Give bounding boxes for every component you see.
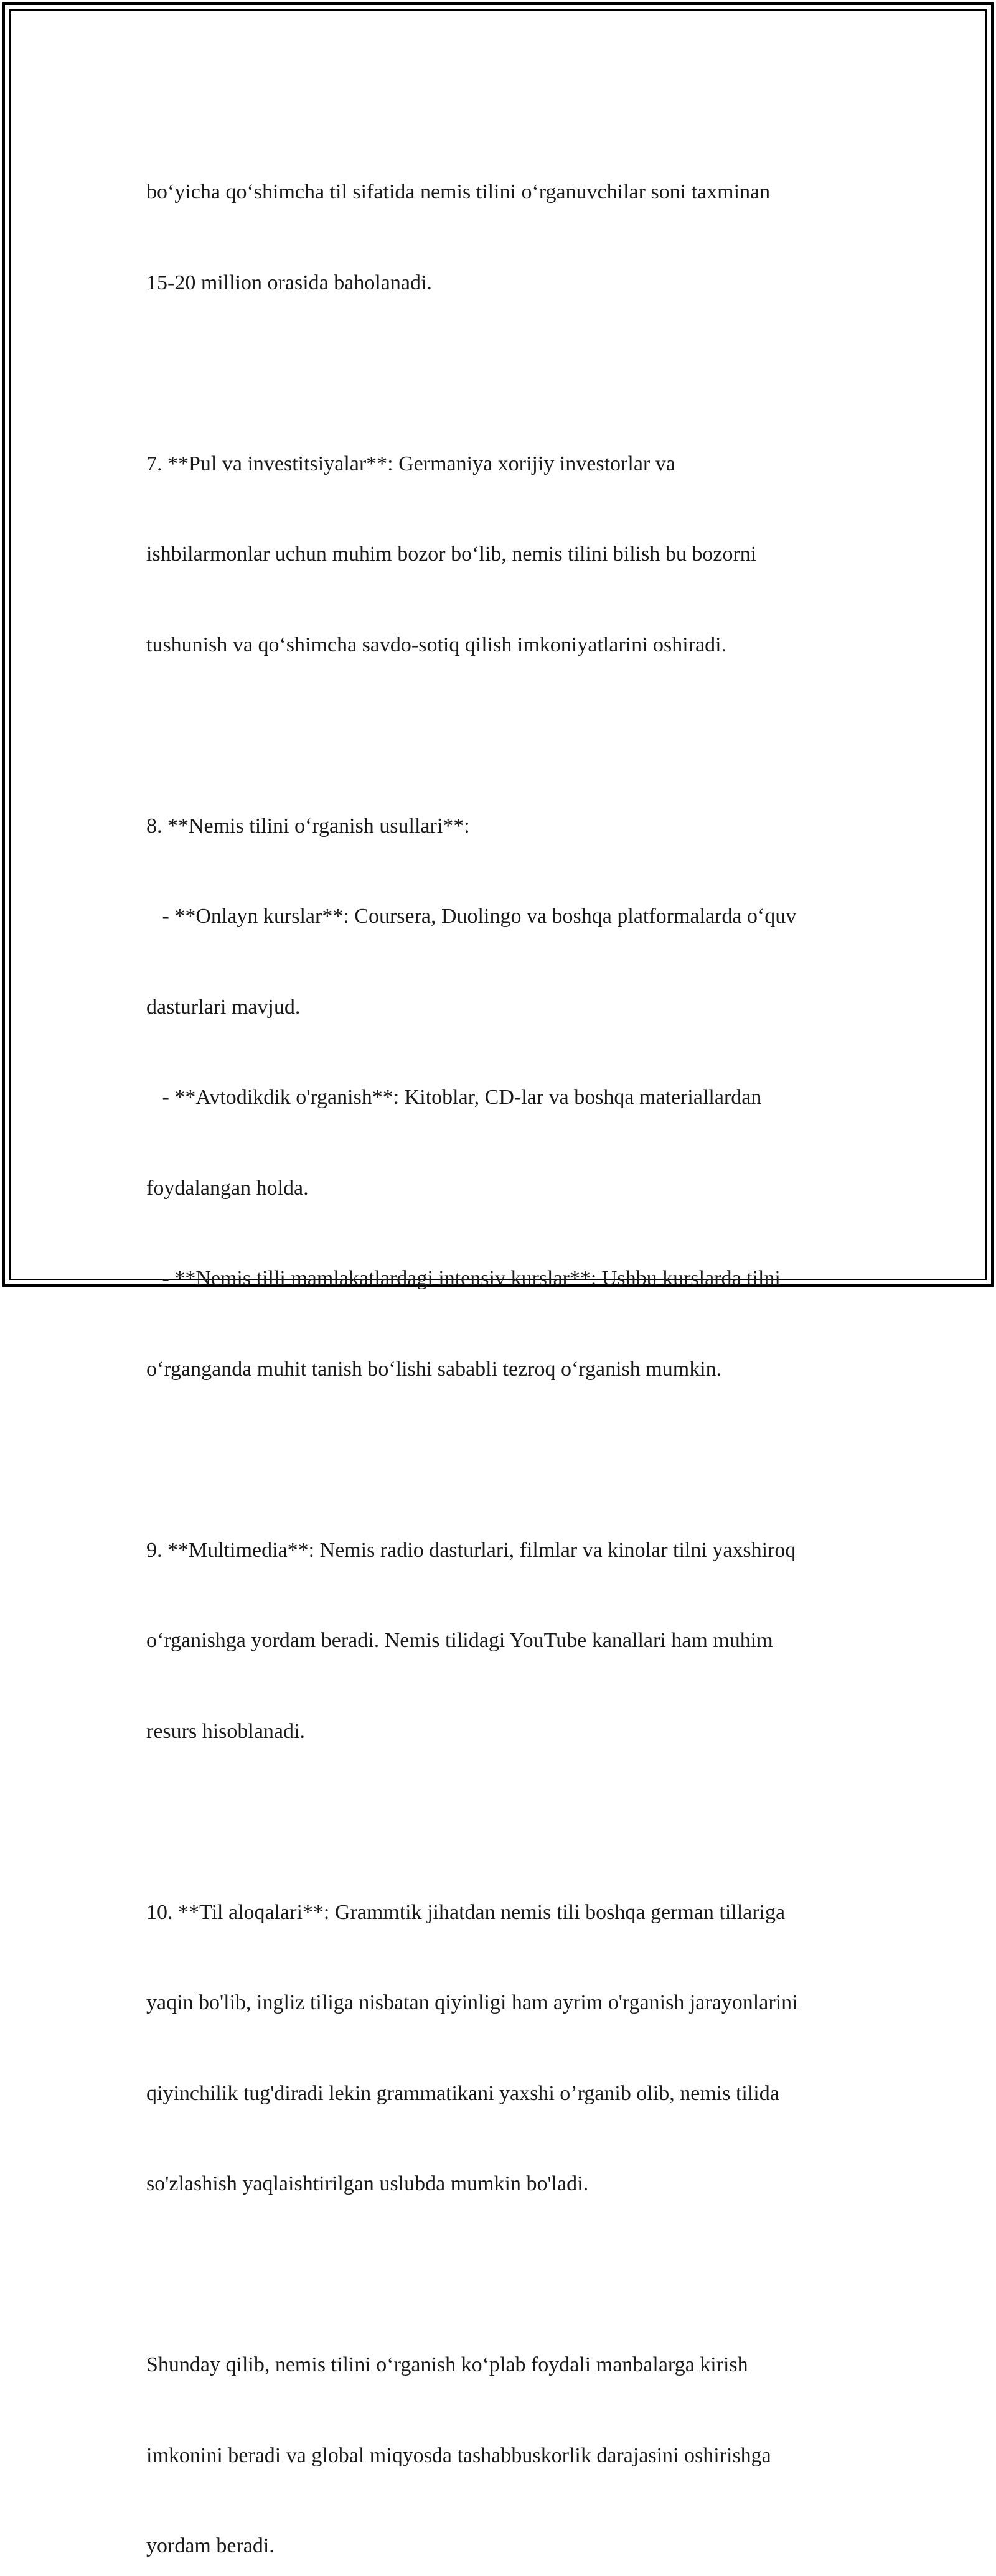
blank-line — [146, 358, 862, 389]
text-line: foydalangan holda. — [146, 1176, 309, 1200]
text-line: Shunday qilib, nemis tilini o‘rganish ko‘plab foydali manbalarga kirish — [146, 2353, 748, 2376]
text-line: o‘rganishga yordam beradi. Nemis tilidagi YouTube kanallari ham muhim — [146, 1629, 773, 1652]
text-line: resurs hisoblanadi. — [146, 1719, 305, 1743]
text-line: 9. **Multimedia**: Nemis radio dasturlari, filmlar va kinolar tilni yaxshiroq — [146, 1538, 796, 1562]
text-line: yaqin bo'lib, ingliz tiliga nisbatan qiyinligi ham ayrim o'rganish jarayonlarini — [146, 1991, 798, 2014]
blank-line — [146, 1807, 862, 1837]
text-line: - **Avtodikdik o'rganish**: Kitoblar, CD-lar va boshqa materiallardan — [146, 1086, 762, 1109]
text-line: dasturlari mavjud. — [146, 995, 301, 1019]
blank-line — [146, 721, 862, 751]
text-line: so'zlashish yaqlaishtirilgan uslubda mumkin bo'ladi. — [146, 2172, 589, 2195]
blank-line — [146, 2260, 862, 2290]
document-text — [146, 117, 862, 2576]
text-line: yordam beradi. — [146, 2534, 275, 2557]
text-line: tushunish va qo‘shimcha savdo-sotiq qilish imkoniyatlarini oshiradi. — [146, 633, 727, 656]
text-line: qiyinchilik tug'diradi lekin grammatikani yaxshi o’rganib olib, nemis tilida — [146, 2081, 779, 2105]
text-line: - **Onlayn kurslar**: Coursera, Duolingo va boshqa platformalarda o‘quv — [146, 905, 797, 928]
text-line: o‘rganganda muhit tanish bo‘lishi sababli tezroq o‘rganish mumkin. — [146, 1357, 722, 1381]
text-line: imkonini beradi va global miqyosda tashabbuskorlik darajasini oshirishga — [146, 2443, 771, 2467]
text-line: ishbilarmonlar uchun muhim bozor bo‘lib, nemis tilini bilish bu bozorni — [146, 543, 757, 566]
text-line: 8. **Nemis tilini o‘rganish usullari**: — [146, 814, 470, 838]
text-line: - **Nemis tilli mamlakatlardagi intensiv kurslar**: Ushbu kurslarda tilni — [146, 1267, 781, 1290]
blank-line — [146, 1445, 862, 1475]
text-line: 7. **Pul va investitsiyalar**: Germaniya xorijiy investorlar va — [146, 452, 675, 475]
text-line: bo‘yicha qo‘shimcha til sifatida nemis tilini o‘rganuvchilar soni taxminan — [146, 180, 771, 203]
text-line: 15-20 million orasida baholanadi. — [146, 271, 432, 294]
text-line: 10. **Til aloqalari**: Grammtik jihatdan nemis tili boshqa german tillariga — [146, 1900, 786, 1924]
